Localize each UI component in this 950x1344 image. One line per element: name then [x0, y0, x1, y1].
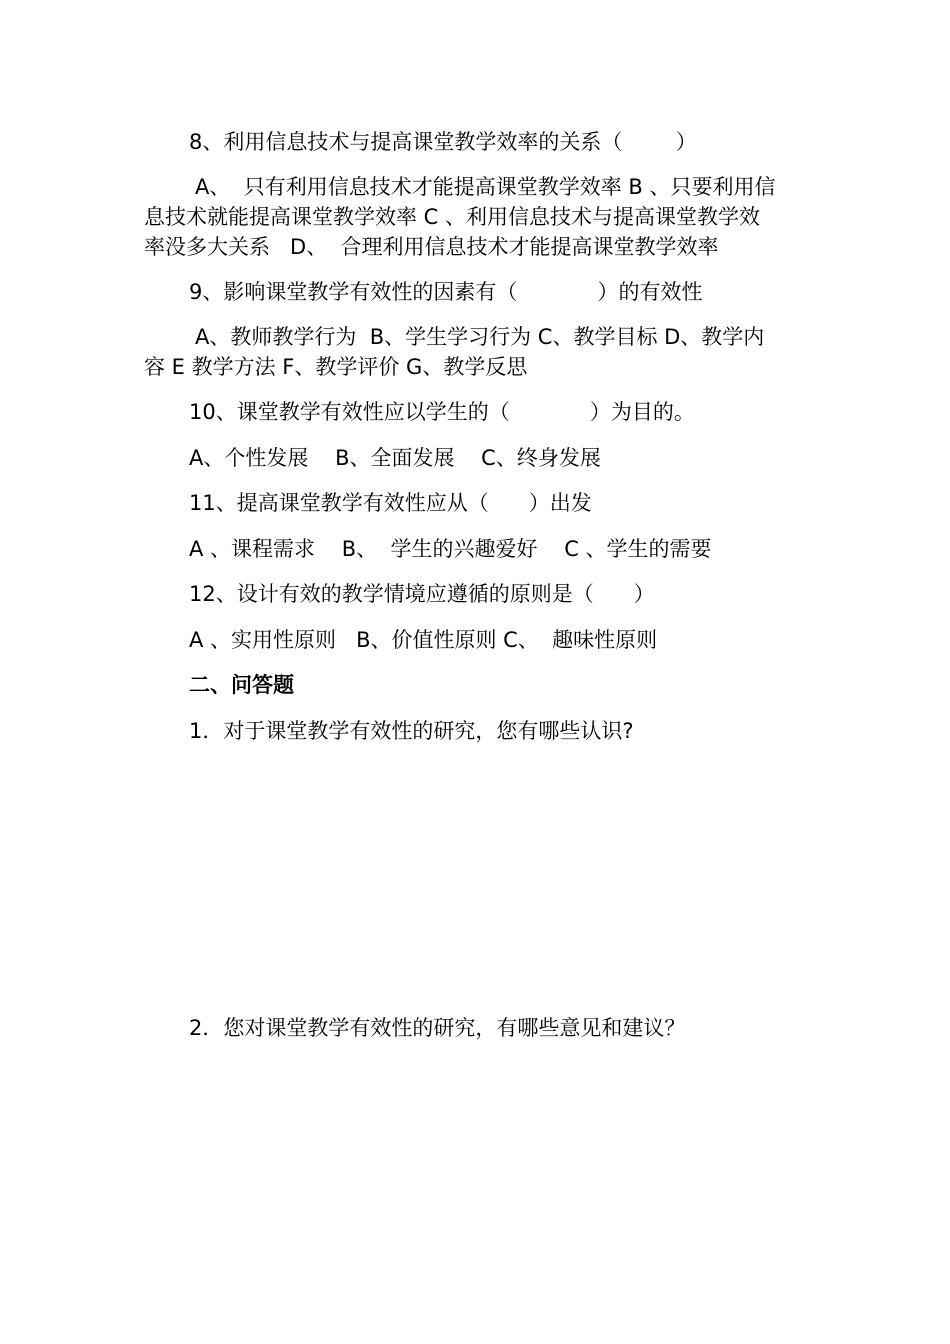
- question-9-options-line-1: A、教师教学行为 B、学生学习行为 C、教学目标 D、教学内: [195, 325, 765, 349]
- question-8-stem: 8、利用信息技术与提高课堂教学效率的关系（ ）: [189, 130, 697, 154]
- question-10-stem: 10、课堂教学有效性应以学生的（ ）为目的。: [189, 400, 695, 424]
- question-9-stem: 9、影响课堂教学有效性的因素有（ ）的有效性: [189, 280, 703, 304]
- question-12-options: A 、实用性原则 B、价值性原则 C、 趣味性原则: [189, 628, 658, 652]
- question-8-options-line-3: 率没多大关系 D、 合理利用信息技术才能提高课堂教学效率: [144, 235, 719, 259]
- question-8-options-line-1: A、 只有利用信息技术才能提高课堂教学效率 B 、只要利用信: [195, 175, 776, 199]
- question-8-options-line-2: 息技术就能提高课堂教学效率 C 、利用信息技术与提高课堂教学效: [144, 205, 761, 229]
- essay-question-1: 1．对于课堂教学有效性的研究，您有哪些认识?: [189, 719, 634, 743]
- question-11-stem: 11、提高课堂教学有效性应从（ ）出发: [189, 491, 592, 515]
- essay-question-2: 2．您对课堂教学有效性的研究，有哪些意见和建议？: [189, 1016, 686, 1040]
- question-10-options: A、个性发展 B、全面发展 C、终身发展: [189, 446, 601, 470]
- section-2-heading: 二、问答题: [189, 673, 294, 697]
- question-11-options: A 、课程需求 B、 学生的兴趣爱好 C 、学生的需要: [189, 537, 712, 561]
- question-9-options-line-2: 容 E 教学方法 F、教学评价 G、教学反思: [144, 355, 528, 379]
- question-12-stem: 12、设计有效的教学情境应遵循的原则是（ ）: [189, 582, 655, 606]
